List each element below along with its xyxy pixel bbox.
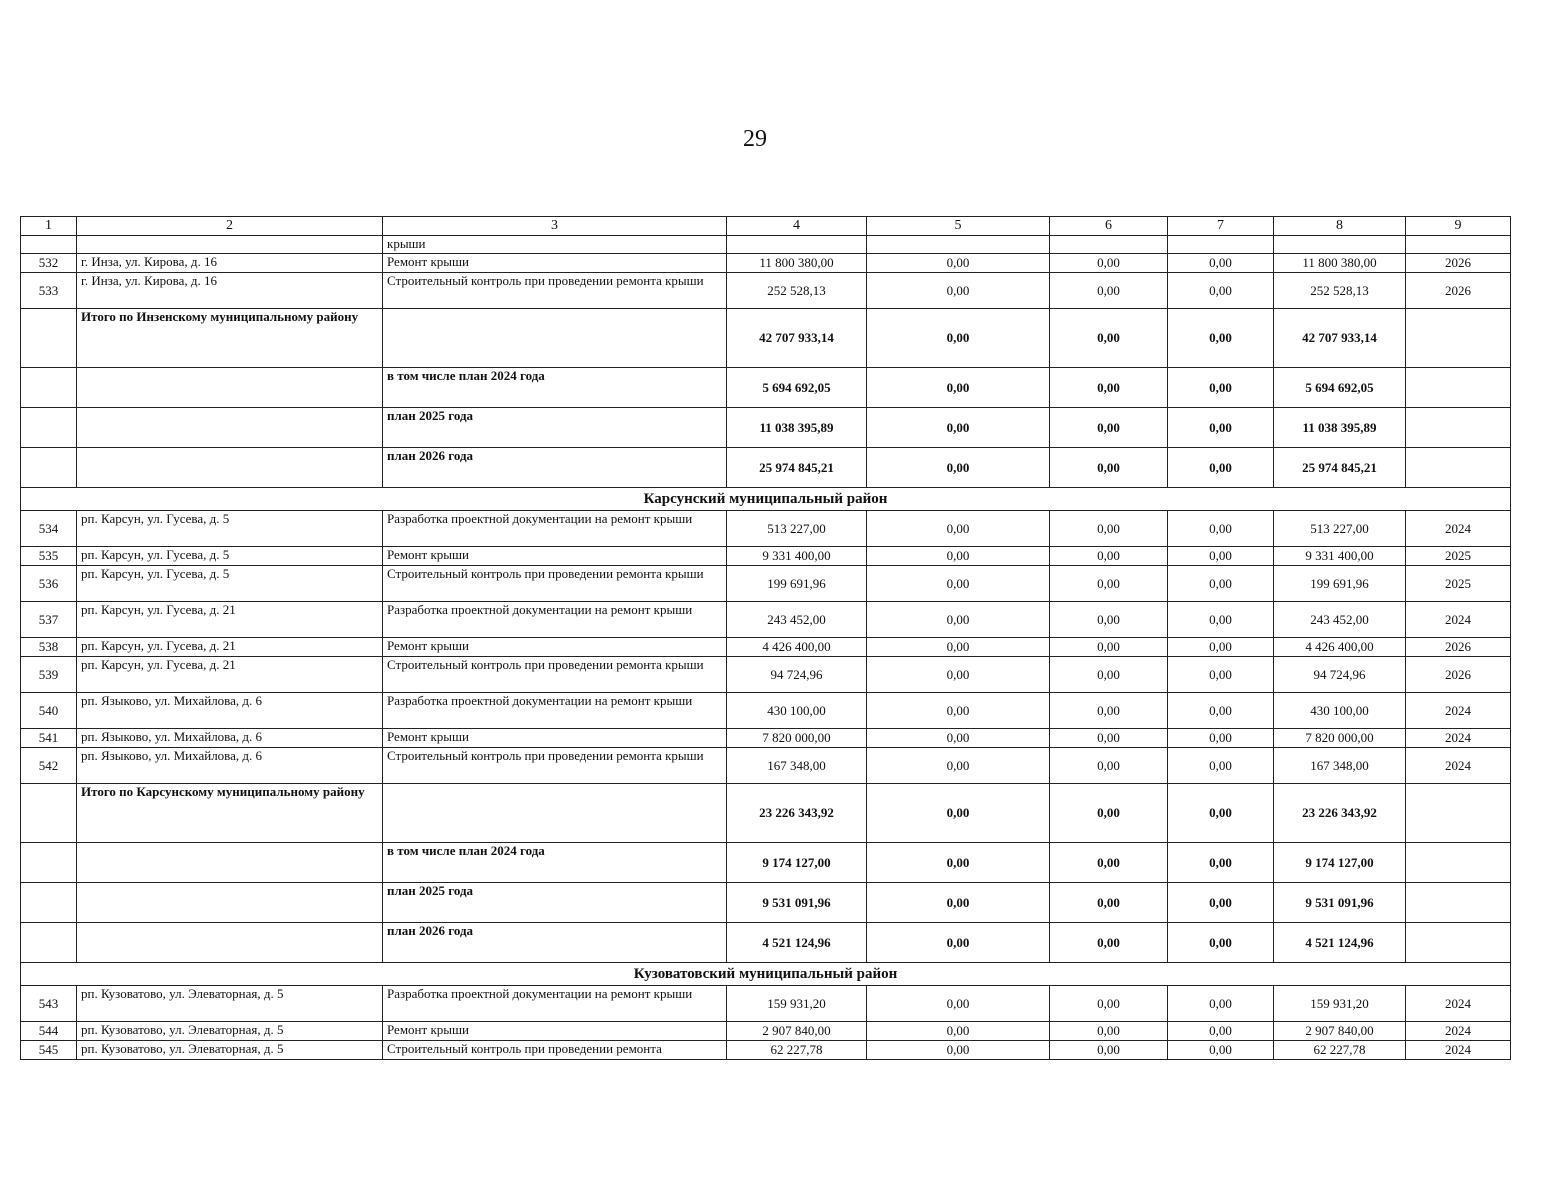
cell-col-8: 9 531 091,96 [1274, 883, 1406, 923]
cell-col-3: план 2026 года [383, 448, 727, 488]
cell-col-2 [77, 368, 383, 408]
cell-col-5: 0,00 [867, 309, 1050, 368]
cell-col-3: Строительный контроль при проведении ремонта [383, 1041, 727, 1060]
cell-col-5: 0,00 [867, 883, 1050, 923]
cell-col-5: 0,00 [867, 566, 1050, 602]
cell-col-8: 4 426 400,00 [1274, 638, 1406, 657]
table-row [21, 986, 1511, 1022]
cell-col-7: 0,00 [1168, 566, 1274, 602]
cell-col-6: 0,00 [1050, 448, 1168, 488]
cell-col-5: 0,00 [867, 638, 1050, 657]
cell-col-4: 2 907 840,00 [727, 1022, 867, 1041]
cell-col-4: 4 426 400,00 [727, 638, 867, 657]
cell-col-1: 538 [21, 638, 77, 657]
cell-col-7: 0,00 [1168, 784, 1274, 843]
cell-col-7: 0,00 [1168, 1022, 1274, 1041]
cell-col-8: 94 724,96 [1274, 657, 1406, 693]
cell-col-2: рп. Языково, ул. Михайлова, д. 6 [77, 693, 383, 729]
cell-col-4: 9 174 127,00 [727, 843, 867, 883]
cell-col-9 [1406, 923, 1511, 963]
cell-col-4: 9 331 400,00 [727, 547, 867, 566]
cell-col-1 [21, 368, 77, 408]
cell-col-1 [21, 309, 77, 368]
cell-col-7: 0,00 [1168, 1041, 1274, 1060]
cell-col-3: Разработка проектной документации на ремонт крыши [383, 602, 727, 638]
cell-col-5: 0,00 [867, 729, 1050, 748]
cell-col-1 [21, 448, 77, 488]
header-cell: 5 [867, 217, 1050, 236]
cell-col-5: 0,00 [867, 408, 1050, 448]
cell-col-7: 0,00 [1168, 986, 1274, 1022]
cell-col-9 [1406, 368, 1511, 408]
cell-col-4: 9 531 091,96 [727, 883, 867, 923]
cell-col-6: 0,00 [1050, 923, 1168, 963]
cell-col-8: 252 528,13 [1274, 273, 1406, 309]
cell-col-5: 0,00 [867, 254, 1050, 273]
cell-col-7: 0,00 [1168, 254, 1274, 273]
cell-col-6: 0,00 [1050, 273, 1168, 309]
cell-col-8: 167 348,00 [1274, 748, 1406, 784]
cell-col-3 [383, 784, 727, 843]
cell-col-3: Строительный контроль при проведении ремонта крыши [383, 273, 727, 309]
table-row [21, 638, 1511, 657]
cell-col-6: 0,00 [1050, 748, 1168, 784]
cell-col-3: Ремонт крыши [383, 638, 727, 657]
cell-col-3: в том числе план 2024 года [383, 368, 727, 408]
cell-col-3: Строительный контроль при проведении ремонта крыши [383, 657, 727, 693]
cell-col-9: 2026 [1406, 657, 1511, 693]
cell-col-7: 0,00 [1168, 408, 1274, 448]
cell-col-4: 167 348,00 [727, 748, 867, 784]
cell-col-4: 7 820 000,00 [727, 729, 867, 748]
cell-col-7 [1168, 236, 1274, 254]
cell-col-4: 199 691,96 [727, 566, 867, 602]
cell-col-7: 0,00 [1168, 657, 1274, 693]
cell-col-7: 0,00 [1168, 843, 1274, 883]
subtotal-row [21, 368, 1511, 408]
subtotal-row [21, 923, 1511, 963]
cell-col-5: 0,00 [867, 448, 1050, 488]
header-cell: 4 [727, 217, 867, 236]
cell-col-9: 2024 [1406, 1041, 1511, 1060]
section-row [21, 488, 1511, 511]
cell-col-5: 0,00 [867, 1041, 1050, 1060]
header-cell: 9 [1406, 217, 1511, 236]
cell-col-7: 0,00 [1168, 729, 1274, 748]
cell-col-1: 539 [21, 657, 77, 693]
cell-col-2 [77, 923, 383, 963]
cell-col-5: 0,00 [867, 511, 1050, 547]
cell-col-6 [1050, 236, 1168, 254]
cell-col-7: 0,00 [1168, 602, 1274, 638]
subtotal-row [21, 448, 1511, 488]
cell-col-2: рп. Карсун, ул. Гусева, д. 21 [77, 602, 383, 638]
cell-col-8: 42 707 933,14 [1274, 309, 1406, 368]
cell-col-8: 25 974 845,21 [1274, 448, 1406, 488]
cell-col-6: 0,00 [1050, 693, 1168, 729]
cell-col-4: 42 707 933,14 [727, 309, 867, 368]
cell-col-2: рп. Кузоватово, ул. Элеваторная, д. 5 [77, 986, 383, 1022]
cell-col-7: 0,00 [1168, 748, 1274, 784]
cell-col-8: 199 691,96 [1274, 566, 1406, 602]
cell-col-8: 9 331 400,00 [1274, 547, 1406, 566]
cell-col-2: рп. Языково, ул. Михайлова, д. 6 [77, 748, 383, 784]
cell-col-8: 7 820 000,00 [1274, 729, 1406, 748]
cell-col-7: 0,00 [1168, 368, 1274, 408]
cell-col-4: 252 528,13 [727, 273, 867, 309]
cell-col-5: 0,00 [867, 748, 1050, 784]
total-row [21, 309, 1511, 368]
subtotal-row [21, 843, 1511, 883]
table-row [21, 1041, 1511, 1060]
cell-col-2: г. Инза, ул. Кирова, д. 16 [77, 254, 383, 273]
cell-col-9 [1406, 309, 1511, 368]
cell-col-9: 2025 [1406, 566, 1511, 602]
cell-col-9: 2024 [1406, 602, 1511, 638]
cell-col-6: 0,00 [1050, 511, 1168, 547]
cell-col-6: 0,00 [1050, 657, 1168, 693]
cell-col-8 [1274, 236, 1406, 254]
cell-col-9 [1406, 784, 1511, 843]
cell-col-5: 0,00 [867, 1022, 1050, 1041]
table-row [21, 273, 1511, 309]
cell-col-2 [77, 236, 383, 254]
cell-col-6: 0,00 [1050, 602, 1168, 638]
cell-col-2: рп. Языково, ул. Михайлова, д. 6 [77, 729, 383, 748]
cell-col-1 [21, 923, 77, 963]
cell-col-4: 4 521 124,96 [727, 923, 867, 963]
cell-col-2: рп. Карсун, ул. Гусева, д. 21 [77, 657, 383, 693]
cell-col-3: Ремонт крыши [383, 254, 727, 273]
cell-col-6: 0,00 [1050, 566, 1168, 602]
cell-col-6: 0,00 [1050, 368, 1168, 408]
cell-col-8: 11 038 395,89 [1274, 408, 1406, 448]
cell-col-2: Итого по Инзенскому муниципальному району [77, 309, 383, 368]
cell-col-8: 159 931,20 [1274, 986, 1406, 1022]
cell-col-4: 23 226 343,92 [727, 784, 867, 843]
header-cell: 7 [1168, 217, 1274, 236]
cell-col-1 [21, 784, 77, 843]
cell-col-3: Разработка проектной документации на ремонт крыши [383, 986, 727, 1022]
cell-col-9: 2026 [1406, 638, 1511, 657]
cell-col-4: 25 974 845,21 [727, 448, 867, 488]
cell-col-3 [383, 309, 727, 368]
table-row [21, 566, 1511, 602]
cell-col-3: Ремонт крыши [383, 729, 727, 748]
cell-col-3: план 2025 года [383, 408, 727, 448]
subtotal-row [21, 408, 1511, 448]
cell-col-8: 9 174 127,00 [1274, 843, 1406, 883]
cell-col-3: крыши [383, 236, 727, 254]
table-row [21, 602, 1511, 638]
cell-col-1: 543 [21, 986, 77, 1022]
cell-col-9: 2024 [1406, 693, 1511, 729]
cell-col-9: 2024 [1406, 729, 1511, 748]
cell-col-9: 2024 [1406, 1022, 1511, 1041]
cell-col-4: 430 100,00 [727, 693, 867, 729]
cell-col-1: 544 [21, 1022, 77, 1041]
cell-col-9: 2026 [1406, 254, 1511, 273]
table-body [21, 217, 1511, 1060]
cell-col-2: рп. Кузоватово, ул. Элеваторная, д. 5 [77, 1041, 383, 1060]
cell-col-5: 0,00 [867, 986, 1050, 1022]
cell-col-7: 0,00 [1168, 923, 1274, 963]
cell-col-6: 0,00 [1050, 1041, 1168, 1060]
table-row [21, 1022, 1511, 1041]
table-row [21, 236, 1511, 254]
cell-col-2 [77, 843, 383, 883]
cell-col-5: 0,00 [867, 368, 1050, 408]
cell-col-4: 94 724,96 [727, 657, 867, 693]
header-cell: 1 [21, 217, 77, 236]
cell-col-1: 542 [21, 748, 77, 784]
cell-col-9: 2024 [1406, 511, 1511, 547]
cell-col-3: Строительный контроль при проведении ремонта крыши [383, 566, 727, 602]
cell-col-7: 0,00 [1168, 547, 1274, 566]
program-table [20, 216, 1511, 1060]
table-row [21, 547, 1511, 566]
cell-col-6: 0,00 [1050, 1022, 1168, 1041]
cell-col-9 [1406, 843, 1511, 883]
table-row [21, 693, 1511, 729]
section-row [21, 963, 1511, 986]
cell-col-2 [77, 408, 383, 448]
cell-col-5: 0,00 [867, 693, 1050, 729]
cell-col-5: 0,00 [867, 273, 1050, 309]
cell-col-4: 11 800 380,00 [727, 254, 867, 273]
cell-col-3: Разработка проектной документации на ремонт крыши [383, 511, 727, 547]
cell-col-3: Строительный контроль при проведении ремонта крыши [383, 748, 727, 784]
cell-col-8: 513 227,00 [1274, 511, 1406, 547]
cell-col-1 [21, 236, 77, 254]
header-cell: 3 [383, 217, 727, 236]
cell-col-3: план 2025 года [383, 883, 727, 923]
cell-col-3: в том числе план 2024 года [383, 843, 727, 883]
cell-col-5: 0,00 [867, 784, 1050, 843]
cell-col-7: 0,00 [1168, 693, 1274, 729]
cell-col-1: 541 [21, 729, 77, 748]
cell-col-3: Ремонт крыши [383, 1022, 727, 1041]
cell-col-4: 5 694 692,05 [727, 368, 867, 408]
cell-col-6: 0,00 [1050, 843, 1168, 883]
cell-col-6: 0,00 [1050, 638, 1168, 657]
cell-col-8: 243 452,00 [1274, 602, 1406, 638]
cell-col-9: 2026 [1406, 273, 1511, 309]
cell-col-5 [867, 236, 1050, 254]
cell-col-4: 11 038 395,89 [727, 408, 867, 448]
cell-col-2 [77, 883, 383, 923]
cell-col-1: 536 [21, 566, 77, 602]
cell-col-1: 534 [21, 511, 77, 547]
cell-col-3: план 2026 года [383, 923, 727, 963]
cell-col-5: 0,00 [867, 547, 1050, 566]
cell-col-6: 0,00 [1050, 986, 1168, 1022]
cell-col-9: 2024 [1406, 748, 1511, 784]
cell-col-2: рп. Карсун, ул. Гусева, д. 5 [77, 511, 383, 547]
cell-col-1 [21, 843, 77, 883]
section-title: Карсунский муниципальный район [21, 488, 1511, 511]
cell-col-7: 0,00 [1168, 638, 1274, 657]
cell-col-9 [1406, 408, 1511, 448]
cell-col-4 [727, 236, 867, 254]
cell-col-2 [77, 448, 383, 488]
cell-col-5: 0,00 [867, 602, 1050, 638]
cell-col-4: 243 452,00 [727, 602, 867, 638]
cell-col-1: 535 [21, 547, 77, 566]
cell-col-7: 0,00 [1168, 883, 1274, 923]
cell-col-4: 62 227,78 [727, 1041, 867, 1060]
cell-col-7: 0,00 [1168, 273, 1274, 309]
cell-col-1: 545 [21, 1041, 77, 1060]
subtotal-row [21, 883, 1511, 923]
cell-col-5: 0,00 [867, 843, 1050, 883]
header-cell: 8 [1274, 217, 1406, 236]
cell-col-8: 11 800 380,00 [1274, 254, 1406, 273]
cell-col-3: Ремонт крыши [383, 547, 727, 566]
table-row [21, 657, 1511, 693]
cell-col-1 [21, 883, 77, 923]
total-row [21, 784, 1511, 843]
cell-col-8: 23 226 343,92 [1274, 784, 1406, 843]
cell-col-6: 0,00 [1050, 408, 1168, 448]
cell-col-9 [1406, 883, 1511, 923]
cell-col-1: 540 [21, 693, 77, 729]
cell-col-4: 159 931,20 [727, 986, 867, 1022]
table-row [21, 254, 1511, 273]
header-row [21, 217, 1511, 236]
cell-col-7: 0,00 [1168, 448, 1274, 488]
cell-col-4: 513 227,00 [727, 511, 867, 547]
cell-col-6: 0,00 [1050, 547, 1168, 566]
cell-col-9: 2025 [1406, 547, 1511, 566]
table-row [21, 729, 1511, 748]
cell-col-2: рп. Карсун, ул. Гусева, д. 5 [77, 547, 383, 566]
cell-col-7: 0,00 [1168, 511, 1274, 547]
cell-col-5: 0,00 [867, 923, 1050, 963]
cell-col-6: 0,00 [1050, 254, 1168, 273]
cell-col-8: 430 100,00 [1274, 693, 1406, 729]
page-number: 29 [743, 126, 767, 152]
cell-col-2: г. Инза, ул. Кирова, д. 16 [77, 273, 383, 309]
cell-col-6: 0,00 [1050, 883, 1168, 923]
cell-col-6: 0,00 [1050, 729, 1168, 748]
cell-col-3: Разработка проектной документации на ремонт крыши [383, 693, 727, 729]
table-row [21, 748, 1511, 784]
cell-col-6: 0,00 [1050, 784, 1168, 843]
cell-col-2: рп. Кузоватово, ул. Элеваторная, д. 5 [77, 1022, 383, 1041]
table-row [21, 511, 1511, 547]
cell-col-9 [1406, 448, 1511, 488]
cell-col-6: 0,00 [1050, 309, 1168, 368]
cell-col-9: 2024 [1406, 986, 1511, 1022]
cell-col-8: 62 227,78 [1274, 1041, 1406, 1060]
cell-col-1: 532 [21, 254, 77, 273]
cell-col-2: рп. Карсун, ул. Гусева, д. 5 [77, 566, 383, 602]
cell-col-8: 4 521 124,96 [1274, 923, 1406, 963]
header-cell: 6 [1050, 217, 1168, 236]
cell-col-2: рп. Карсун, ул. Гусева, д. 21 [77, 638, 383, 657]
cell-col-1 [21, 408, 77, 448]
section-title: Кузоватовский муниципальный район [21, 963, 1511, 986]
cell-col-8: 2 907 840,00 [1274, 1022, 1406, 1041]
cell-col-7: 0,00 [1168, 309, 1274, 368]
cell-col-9 [1406, 236, 1511, 254]
cell-col-5: 0,00 [867, 657, 1050, 693]
cell-col-8: 5 694 692,05 [1274, 368, 1406, 408]
cell-col-2: Итого по Карсунскому муниципальному району [77, 784, 383, 843]
cell-col-1: 537 [21, 602, 77, 638]
header-cell: 2 [77, 217, 383, 236]
cell-col-1: 533 [21, 273, 77, 309]
